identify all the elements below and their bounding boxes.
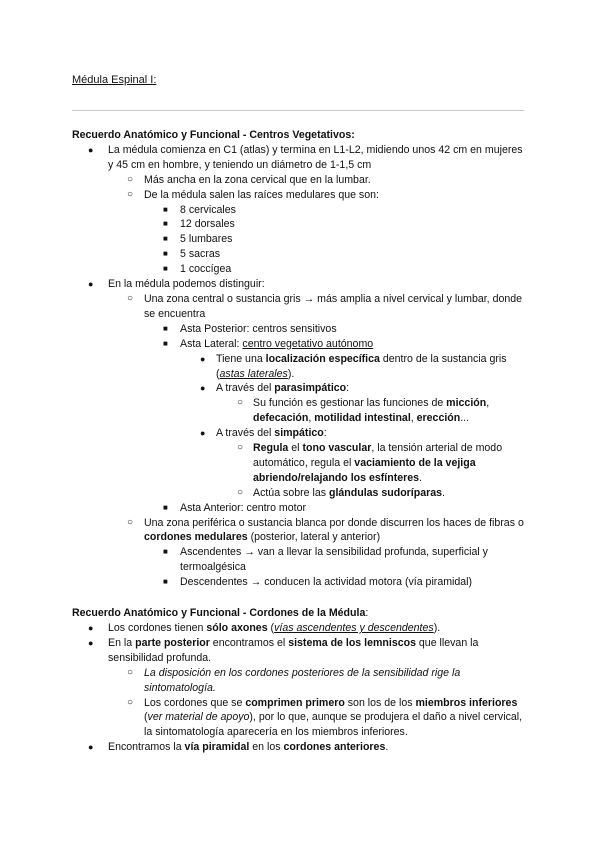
bullet-square-icon: ■ bbox=[163, 338, 168, 348]
list-item: ■ 5 lumbares bbox=[163, 233, 233, 246]
bullet-circle-icon: ○ bbox=[127, 292, 134, 304]
list-item: ■ Asta Lateral: centro vegetativo autónomo bbox=[163, 337, 374, 350]
list-item: ○ Regula el tono vascular, la tensión arterial de modo automático, regula el vaciamiento de la vejiga abriendo/relajando los esfínteres. bbox=[237, 442, 503, 484]
bullet-disc-icon: ● bbox=[88, 742, 94, 753]
section1-list bbox=[72, 143, 530, 590]
bullet-disc-icon: ● bbox=[200, 353, 206, 364]
bullet-disc-icon: ● bbox=[88, 637, 94, 648]
bullet-square-icon: ■ bbox=[163, 264, 168, 274]
list-item: ● A través del simpático: bbox=[200, 427, 327, 440]
list-item: ■ Asta Anterior: centro motor bbox=[163, 501, 307, 514]
horizontal-rule bbox=[72, 110, 524, 111]
bullet-square-icon: ■ bbox=[163, 502, 168, 512]
bullet-circle-icon: ○ bbox=[127, 188, 134, 200]
bullet-disc-icon: ● bbox=[200, 383, 206, 394]
bullet-square-icon: ■ bbox=[163, 547, 168, 557]
bullet-square-icon: ■ bbox=[163, 234, 168, 244]
bullet-square-icon: ■ bbox=[163, 577, 168, 587]
list-item: ○ La disposición en los cordones posteriores de la sensibilidad rige la sintomatología. bbox=[127, 666, 461, 694]
list-item: ■ Ascendentes → van a llevar la sensibilidad profunda, superficial y termoalgésica bbox=[163, 546, 488, 574]
list-item: ○ De la médula salen las raíces medulares que son: bbox=[127, 188, 379, 201]
list-item: ■ 12 dorsales bbox=[163, 218, 235, 231]
bullet-square-icon: ■ bbox=[163, 249, 168, 259]
bullet-square-icon: ■ bbox=[163, 323, 168, 333]
list-item: ○ Su función es gestionar las funciones de micción, defecación, motilidad intestinal, erección... bbox=[237, 397, 490, 425]
list-item: ○ Los cordones que se comprimen primero son los de los miembros inferiores (ver material de apoyo), por lo que, aunque se produjera el daño a nivel cervical, la sintomatología aparecería en los miembros inferiores. bbox=[127, 696, 523, 739]
bullet-disc-icon: ● bbox=[88, 623, 94, 633]
bullet-circle-icon: ○ bbox=[237, 442, 244, 454]
bullet-disc-icon: ● bbox=[88, 144, 94, 155]
list-item: ○ Actúa sobre las glándulas sudoríparas. bbox=[237, 486, 445, 499]
section-heading-centros-vegetativos: Recuerdo Anatómico y Funcional - Centros Vegetativos: bbox=[72, 129, 355, 141]
list-item: ● Los cordones tienen sólo axones (vías ascendentes y descendentes). bbox=[88, 622, 441, 634]
document-title: Médula Espinal I: bbox=[72, 74, 157, 86]
list-item: ■ Asta Posterior: centros sensitivos bbox=[163, 322, 337, 335]
list-item: ● A través del parasimpático: bbox=[200, 382, 350, 395]
bullet-circle-icon: ○ bbox=[127, 696, 134, 708]
bullet-circle-icon: ○ bbox=[237, 486, 244, 498]
bullet-square-icon: ■ bbox=[163, 204, 168, 214]
list-item: ● En la médula podemos distinguir: bbox=[88, 278, 265, 291]
bullet-circle-icon: ○ bbox=[127, 516, 134, 528]
list-item: ■ 1 coccígea bbox=[163, 263, 232, 276]
section-heading-cordones: Recuerdo Anatómico y Funcional - Cordones de la Médula: bbox=[72, 607, 369, 620]
list-item: ○ Más ancha en la zona cervical que en la lumbar. bbox=[127, 173, 371, 186]
document-body bbox=[72, 128, 530, 755]
bullet-circle-icon: ○ bbox=[127, 666, 134, 678]
bullet-square-icon: ■ bbox=[163, 219, 168, 229]
list-item: ○ Una zona periférica o sustancia blanca por donde discurren los haces de fibras o cordones medulares (posterior, lateral y anterior) bbox=[127, 516, 524, 544]
bullet-circle-icon: ○ bbox=[237, 397, 244, 409]
section2-list bbox=[72, 621, 530, 755]
bullet-disc-icon: ● bbox=[88, 279, 94, 290]
list-item: ■ Descendentes → conducen la actividad motora (vía piramidal) bbox=[163, 576, 473, 589]
list-item: ○ Una zona central o sustancia gris → más amplia a nivel cervical y lumbar, donde se encuentra bbox=[127, 292, 523, 320]
list-item: ■ 8 cervicales bbox=[163, 203, 236, 216]
bullet-circle-icon: ○ bbox=[127, 173, 134, 185]
list-item: ● En la parte posterior encontramos el sistema de los lemniscos que llevan la sensibilidad profunda. bbox=[88, 636, 479, 664]
list-item: ● La médula comienza en C1 (atlas) y termina en L1-L2, midiendo unos 42 cm en mujeres y 45 cm en hombre, y teniendo un diámetro de 1-1,5 cm bbox=[88, 143, 523, 171]
list-item: ● Tiene una localización específica dentro de la sustancia gris (astas laterales). bbox=[200, 352, 507, 380]
list-item: ● Encontramos la vía piramidal en los cordones anteriores. bbox=[88, 741, 389, 754]
bullet-disc-icon: ● bbox=[200, 428, 206, 439]
list-item: ■ 5 sacras bbox=[163, 248, 221, 261]
